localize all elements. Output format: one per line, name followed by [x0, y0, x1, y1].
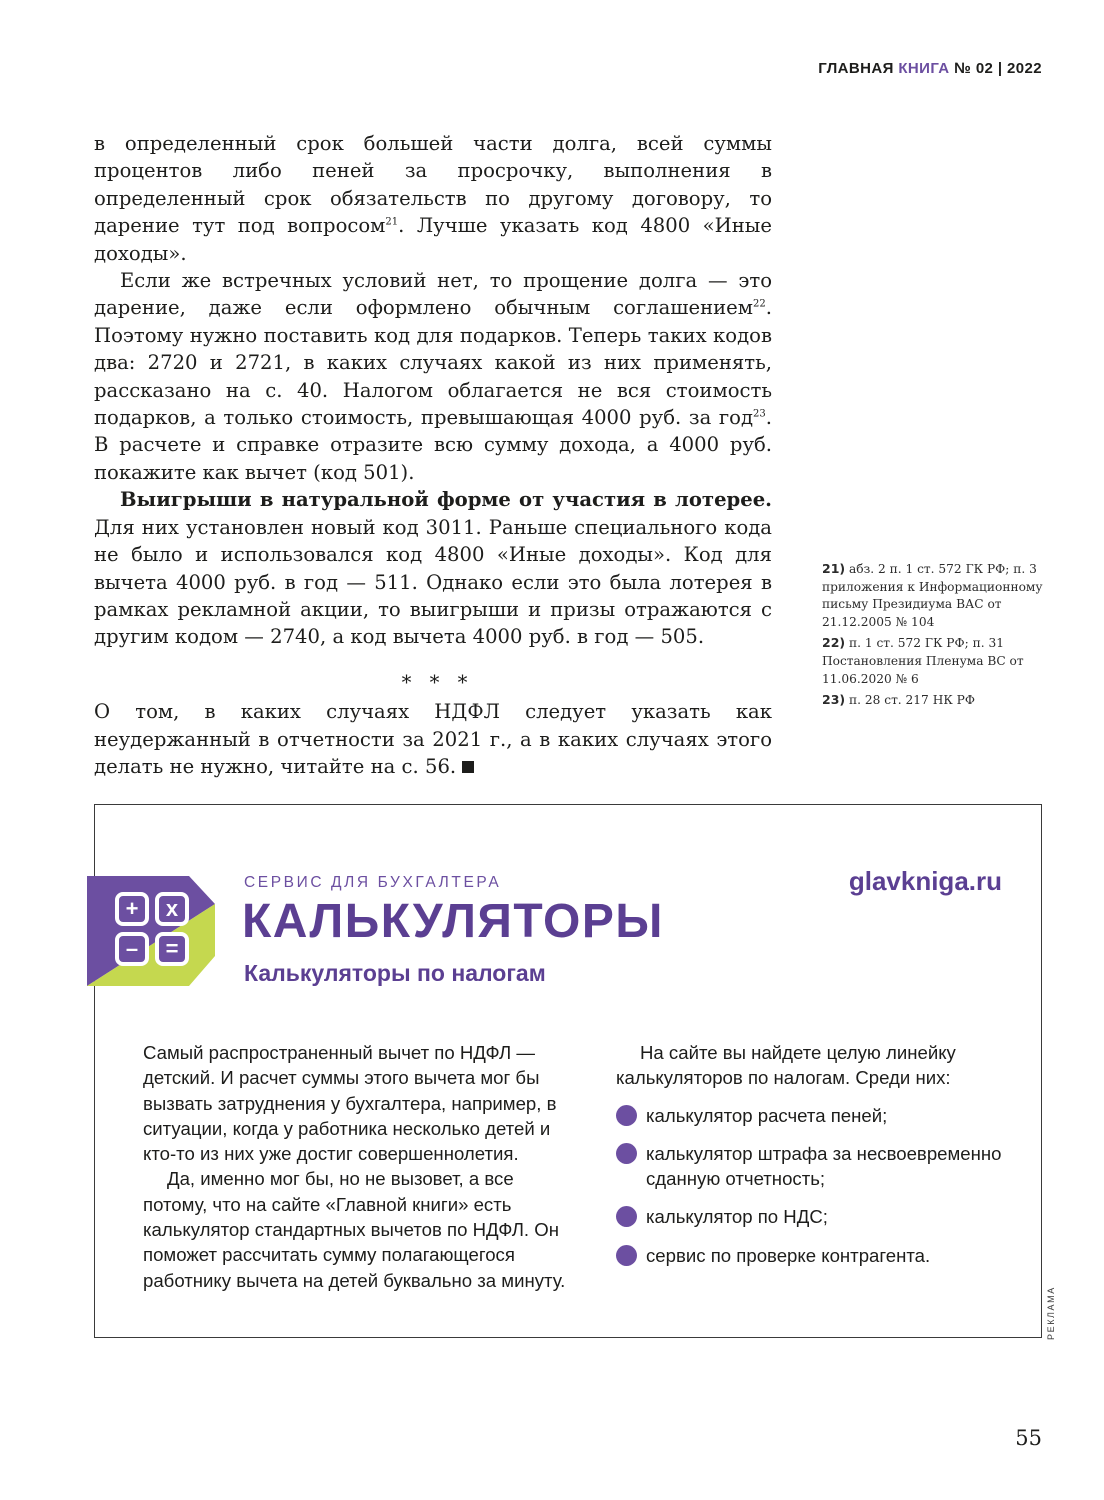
article-paragraph: в определенный срок большей части долга, всей суммы процентов либо пеней за просрочку, выполнения в определенный срок обязательств по другому договору, то дарение тут под вопросом$^{21}$. Лучше указать код 4800 «Иные доходы». [94, 132, 772, 265]
section-separator: * * * [401, 670, 474, 694]
article-final-paragraph: О том, в каких случаях НДФЛ следует указать как неудержанный в отчетности за 2021 г., а в каких случаях этого делать не нужно, читайте на с. 56. [94, 700, 772, 778]
plus-key-label: + [125, 896, 139, 921]
footnotes [822, 560, 1044, 713]
bullet-dot-icon [616, 1245, 637, 1266]
article-paragraph: Выигрыши в натуральной форме от участия в лотерее. Для них установлен новый код 3011. Раньше специального кода не было и использовался код 4800 «Иные доходы». Код для вычета 4000 руб. в год — 511. Однако если это была лотерея в рамках рекламной акции, то выигрыши и призы отражаются с другим кодом — 2740, а код вычета 4000 руб. в год — 505. [94, 488, 772, 649]
ad-intro: На сайте вы найдете целую линейку калькуляторов по налогам. Среди них: [616, 1042, 956, 1089]
list-item: калькулятор расчета пеней; [616, 1103, 1026, 1128]
header-brand-accent: КНИГА [898, 60, 950, 77]
footnote-ref: 23 [753, 408, 766, 420]
footnote-item: 23) п. 28 ст. 217 НК РФ [822, 692, 975, 708]
bullet-dot-icon [616, 1143, 637, 1164]
running-header [818, 60, 1042, 77]
article-paragraph: Если же встречных условий нет, то прощение долга — это дарение, даже если оформлено обычным соглашением$^{22}$. Поэтому нужно поставить код для подарков. Теперь таких кодов два: 2720 и 2721, в каких случаях какой из них применять, рассказано на с. 40. Налогом облагается не вся стоимость подарков, а только стоимость, превышающая 4000 руб. за год$^{23}$. В расчете и справке отразите всю сумму дохода, а 4000 руб. покажите как вычет (код 501). [94, 269, 772, 484]
footnote-item: 21) абз. 2 п. 1 ст. 572 ГК РФ; п. 3 приложения к Информационному письму Президиума ВАС от 21.12.2005 № 104 [822, 561, 1043, 629]
ad-right-column [616, 1040, 1026, 1281]
header-brand: ГЛАВНАЯ [818, 60, 894, 77]
ad-paragraph: Да, именно мог бы, но не вызовет, а все потому, что на сайте «Главной книги» есть калькулятор стандартных вычетов по НДФЛ. Он поможет рассчитать сумму полагающегося работнику вычета на детей буквально за минуту. [143, 1168, 566, 1291]
advertisement-label: РЕКЛАМА [1046, 1286, 1056, 1340]
ad-paragraph: Самый распространенный вычет по НДФЛ — детский. И расчет суммы этого вычета мог бы вызвать затруднения у бухгалтера, например, в ситуации, когда у работника несколько детей и кто-то из них уже достиг совершеннолетия. [143, 1042, 557, 1165]
ad-subtitle: Калькуляторы по налогам [244, 960, 546, 986]
page-number: 55 [1015, 1426, 1042, 1450]
minus-key-label: – [125, 936, 139, 961]
ad-site-link[interactable]: glavkniga.ru [848, 866, 1002, 896]
list-item: калькулятор штрафа за несвоевременно сданную отчетность; [616, 1141, 1026, 1192]
equals-key-label: = [165, 936, 179, 961]
article-body [94, 130, 772, 780]
footnote-ref: 21 [385, 216, 399, 228]
ad-left-column [143, 1040, 583, 1293]
list-item: сервис по проверке контрагента. [616, 1243, 1026, 1268]
multiply-key-label: x [165, 896, 179, 921]
footnote-item: 22) п. 1 ст. 572 ГК РФ; п. 31 Постановления Пленума ВС от 11.06.2020 № 6 [822, 635, 1024, 686]
calculator-list [616, 1103, 1026, 1268]
footnote-ref: 22 [753, 298, 766, 310]
ad-kicker: СЕРВИС ДЛЯ БУХГАЛТЕРА [244, 874, 502, 891]
article-lead-in: Выигрыши в натуральной форме от участия в лотерее. [120, 488, 772, 512]
list-item: калькулятор по НДС; [616, 1204, 1026, 1229]
ad-title: КАЛЬКУЛЯТОРЫ [242, 895, 664, 948]
bullet-dot-icon [616, 1206, 637, 1227]
header-issue: № 02 | 2022 [954, 60, 1042, 77]
end-mark-icon [462, 761, 474, 773]
calculator-banner-icon [87, 876, 215, 986]
bullet-dot-icon [616, 1105, 637, 1126]
